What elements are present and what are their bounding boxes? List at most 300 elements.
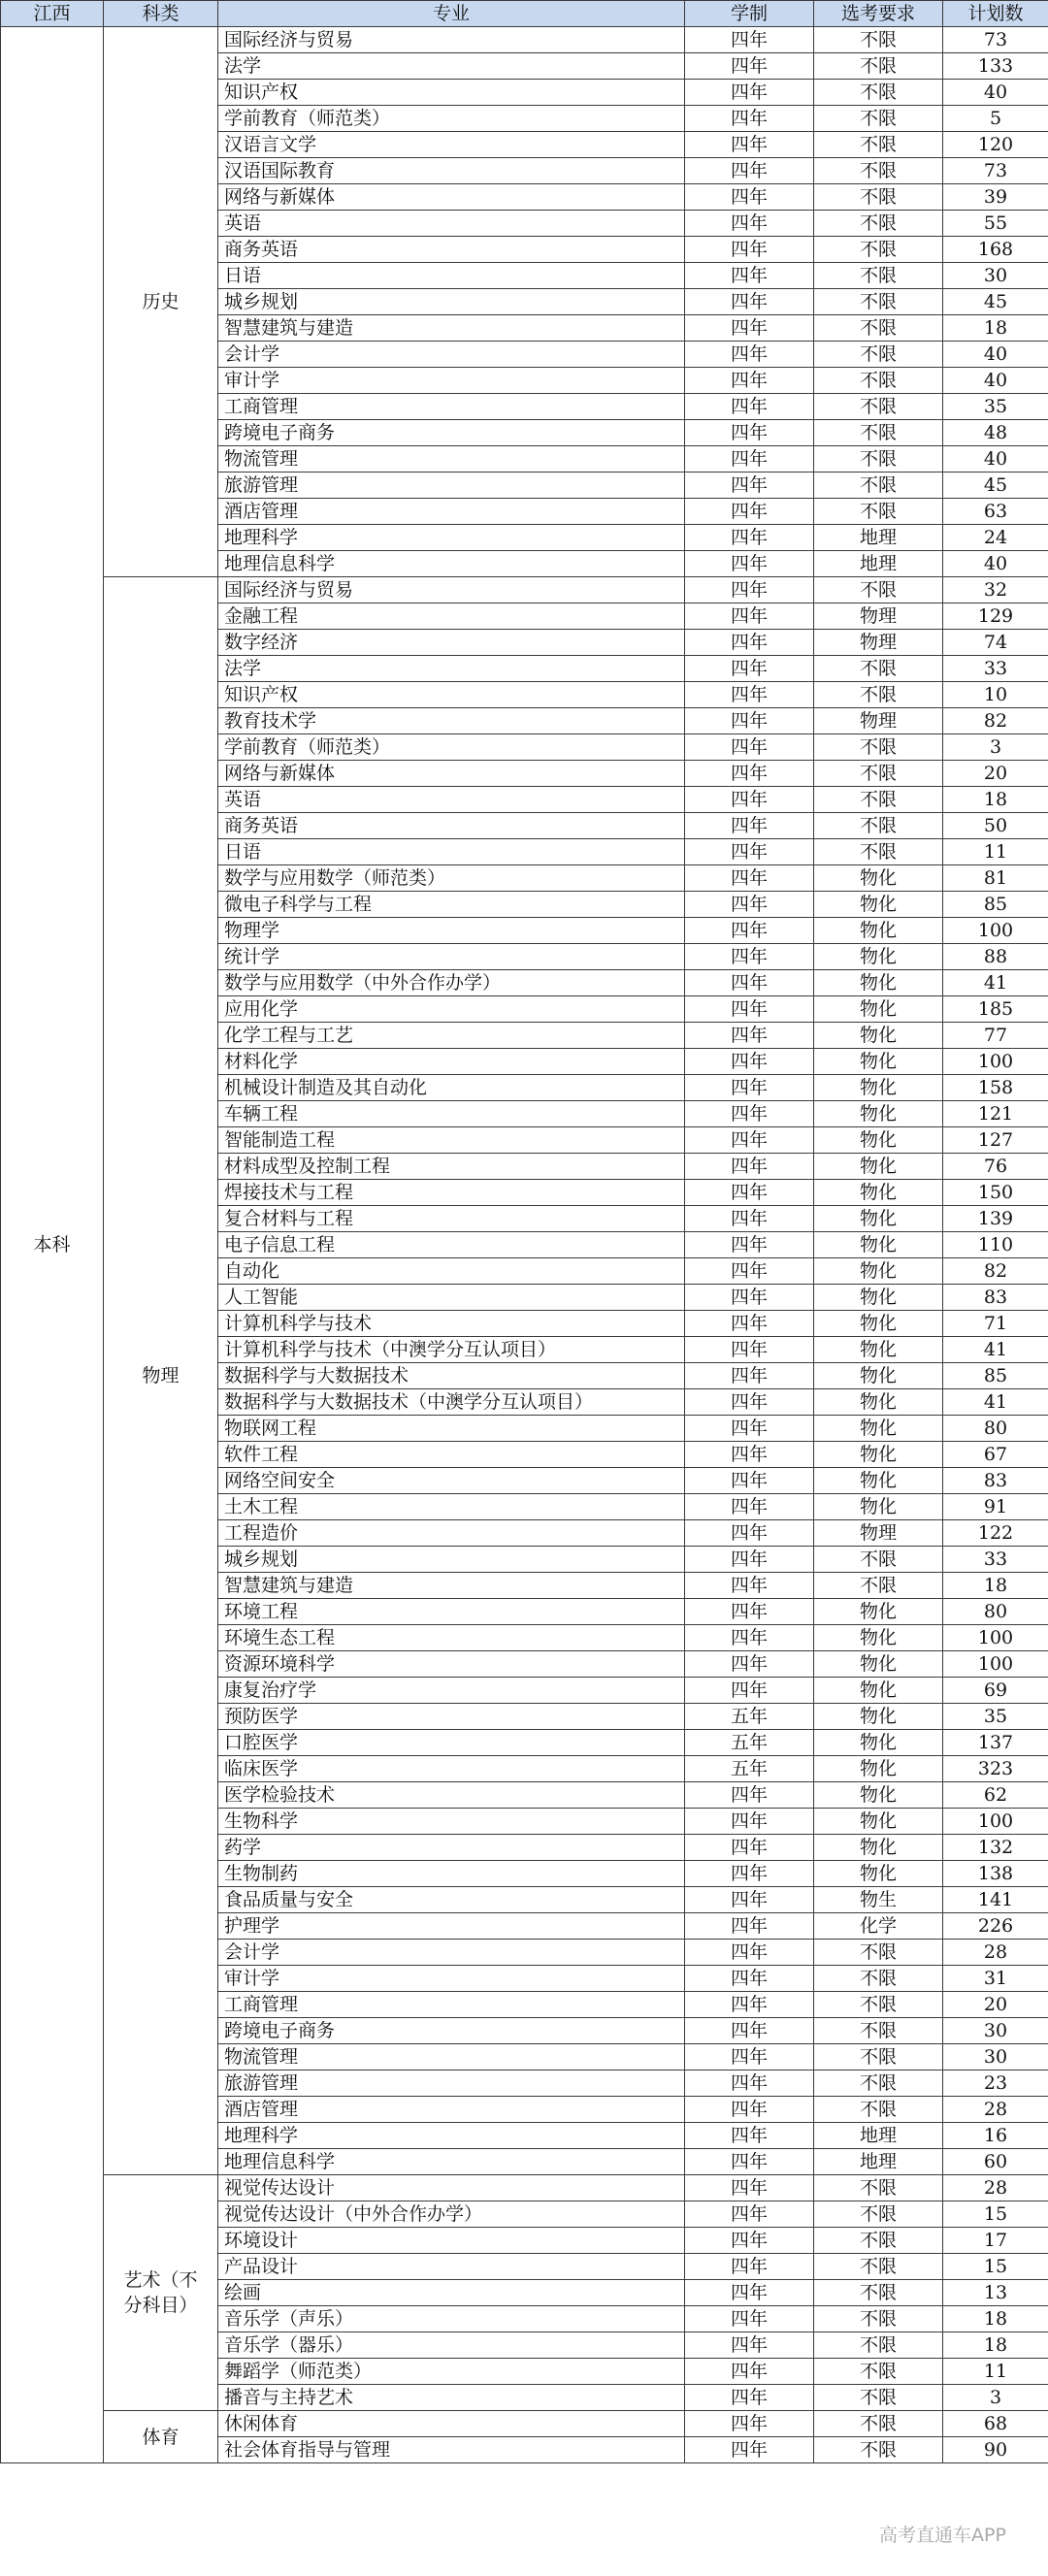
major-cell: 商务英语 [218,237,685,263]
plan-count-cell: 63 [943,499,1048,525]
duration-cell: 四年 [685,1599,814,1625]
subject-requirement-cell: 物化 [814,1127,943,1154]
major-cell: 地理科学 [218,2123,685,2149]
plan-count-cell: 133 [943,53,1048,80]
duration-cell: 四年 [685,1337,814,1363]
subject-requirement-cell: 物化 [814,918,943,944]
subject-requirement-cell: 物化 [814,1049,943,1075]
plan-count-cell: 74 [943,630,1048,656]
plan-count-cell: 20 [943,1992,1048,2018]
major-cell: 护理学 [218,1913,685,1940]
major-cell: 地理信息科学 [218,2149,685,2175]
duration-cell: 四年 [685,1206,814,1232]
major-cell: 材料成型及控制工程 [218,1154,685,1180]
duration-cell: 四年 [685,158,814,184]
plan-count-cell: 5 [943,106,1048,132]
major-cell: 物联网工程 [218,1416,685,1442]
duration-cell: 四年 [685,53,814,80]
subject-requirement-cell: 物化 [814,1258,943,1285]
duration-cell: 四年 [685,2411,814,2437]
duration-cell: 四年 [685,27,814,53]
duration-cell: 五年 [685,1704,814,1730]
subject-requirement-cell: 地理 [814,525,943,551]
major-cell: 知识产权 [218,682,685,708]
plan-count-cell: 110 [943,1232,1048,1258]
major-cell: 会计学 [218,342,685,368]
subject-requirement-cell: 物化 [814,1389,943,1416]
duration-cell: 四年 [685,970,814,996]
plan-count-cell: 41 [943,1389,1048,1416]
plan-count-cell: 68 [943,2411,1048,2437]
plan-count-cell: 33 [943,1547,1048,1573]
major-cell: 音乐学（声乐） [218,2306,685,2332]
subject-requirement-cell: 物化 [814,865,943,892]
major-cell: 工程造价 [218,1520,685,1547]
subject-requirement-cell: 不限 [814,2411,943,2437]
major-cell: 商务英语 [218,813,685,839]
subject-requirement-cell: 不限 [814,2018,943,2044]
major-cell: 法学 [218,53,685,80]
major-cell: 计算机科学与技术 [218,1311,685,1337]
subject-requirement-cell: 物生 [814,1887,943,1913]
duration-cell: 四年 [685,525,814,551]
duration-cell: 四年 [685,1835,814,1861]
subject-requirement-cell: 物化 [814,1023,943,1049]
duration-cell: 四年 [685,473,814,499]
major-cell: 舞蹈学（师范类） [218,2359,685,2385]
subject-requirement-cell: 不限 [814,27,943,53]
major-cell: 旅游管理 [218,473,685,499]
subject-requirement-cell: 不限 [814,839,943,865]
duration-cell: 四年 [685,865,814,892]
duration-cell: 四年 [685,1887,814,1913]
duration-cell: 四年 [685,184,814,211]
plan-count-cell: 138 [943,1861,1048,1887]
subject-requirement-cell: 物化 [814,1154,943,1180]
subject-requirement-cell: 地理 [814,2123,943,2149]
major-cell: 休闲体育 [218,2411,685,2437]
duration-cell: 四年 [685,1782,814,1809]
plan-count-cell: 137 [943,1730,1048,1756]
plan-count-cell: 129 [943,603,1048,630]
subject-requirement-cell: 不限 [814,289,943,315]
duration-cell: 四年 [685,394,814,420]
plan-count-cell: 81 [943,865,1048,892]
subject-requirement-cell: 物化 [814,1678,943,1704]
duration-cell: 四年 [685,1180,814,1206]
major-cell: 预防医学 [218,1704,685,1730]
duration-cell: 四年 [685,2306,814,2332]
duration-cell: 四年 [685,761,814,787]
major-cell: 音乐学（器乐） [218,2332,685,2359]
subject-requirement-cell: 物化 [814,1651,943,1678]
duration-cell: 四年 [685,1258,814,1285]
plan-count-cell: 71 [943,1311,1048,1337]
major-cell: 材料化学 [218,1049,685,1075]
major-cell: 酒店管理 [218,499,685,525]
plan-count-cell: 158 [943,1075,1048,1101]
plan-count-cell: 40 [943,342,1048,368]
duration-cell: 四年 [685,1075,814,1101]
subject-requirement-cell: 物理 [814,630,943,656]
subject-requirement-cell: 地理 [814,551,943,577]
major-cell: 会计学 [218,1940,685,1966]
major-cell: 播音与主持艺术 [218,2385,685,2411]
duration-cell: 四年 [685,603,814,630]
table-row [1,577,1048,603]
plan-count-cell: 90 [943,2437,1048,2463]
major-cell: 人工智能 [218,1285,685,1311]
major-cell: 物流管理 [218,446,685,473]
subject-requirement-cell: 物化 [814,1809,943,1835]
subject-requirement-cell: 不限 [814,263,943,289]
plan-count-cell: 121 [943,1101,1048,1127]
plan-count-cell: 80 [943,1416,1048,1442]
duration-cell: 四年 [685,2123,814,2149]
subject-requirement-cell: 不限 [814,2385,943,2411]
duration-cell: 四年 [685,918,814,944]
plan-count-cell: 132 [943,1835,1048,1861]
plan-count-cell: 35 [943,394,1048,420]
watermark-text: 高考直通车APP [879,2525,1006,2546]
major-cell: 国际经济与贸易 [218,27,685,53]
plan-count-cell: 73 [943,158,1048,184]
plan-count-cell: 30 [943,2018,1048,2044]
major-cell: 医学检验技术 [218,1782,685,1809]
major-cell: 汉语言文学 [218,132,685,158]
plan-count-cell: 28 [943,2097,1048,2123]
major-cell: 环境生态工程 [218,1625,685,1651]
major-cell: 智慧建筑与建造 [218,1573,685,1599]
major-cell: 计算机科学与技术（中澳学分互认项目） [218,1337,685,1363]
duration-cell: 四年 [685,1101,814,1127]
table-body [1,27,1048,2463]
duration-cell: 四年 [685,577,814,603]
major-cell: 口腔医学 [218,1730,685,1756]
plan-count-cell: 82 [943,1258,1048,1285]
duration-cell: 四年 [685,1651,814,1678]
major-cell: 复合材料与工程 [218,1206,685,1232]
plan-count-cell: 100 [943,1049,1048,1075]
plan-count-cell: 40 [943,551,1048,577]
plan-count-cell: 16 [943,2123,1048,2149]
duration-cell: 四年 [685,1861,814,1887]
plan-count-cell: 40 [943,446,1048,473]
subject-requirement-cell: 不限 [814,1547,943,1573]
plan-count-cell: 18 [943,2332,1048,2359]
major-cell: 机械设计制造及其自动化 [218,1075,685,1101]
major-cell: 学前教育（师范类） [218,106,685,132]
subject-requirement-cell: 物化 [814,1337,943,1363]
header-plan-count: 计划数 [943,1,1048,27]
subject-requirement-cell: 不限 [814,420,943,446]
duration-cell: 四年 [685,656,814,682]
major-cell: 土木工程 [218,1494,685,1520]
subject-requirement-cell: 不限 [814,2044,943,2071]
table-row [1,27,1048,53]
major-cell: 环境工程 [218,1599,685,1625]
subject-requirement-cell: 物化 [814,1101,943,1127]
major-cell: 金融工程 [218,603,685,630]
major-cell: 智慧建筑与建造 [218,315,685,342]
major-cell: 学前教育（师范类） [218,734,685,761]
plan-count-cell: 18 [943,1573,1048,1599]
subject-requirement-cell: 不限 [814,368,943,394]
duration-cell: 四年 [685,1678,814,1704]
plan-count-cell: 10 [943,682,1048,708]
duration-cell: 四年 [685,342,814,368]
major-cell: 酒店管理 [218,2097,685,2123]
major-cell: 网络空间安全 [218,1468,685,1494]
duration-cell: 四年 [685,1809,814,1835]
plan-count-cell: 91 [943,1494,1048,1520]
subject-requirement-cell: 物化 [814,892,943,918]
subject-requirement-cell: 不限 [814,2254,943,2280]
duration-cell: 四年 [685,2385,814,2411]
subject-requirement-cell: 物化 [814,1599,943,1625]
subject-requirement-cell: 不限 [814,342,943,368]
category-cell: 体育 [104,2411,218,2463]
plan-count-cell: 50 [943,813,1048,839]
plan-count-cell: 18 [943,787,1048,813]
duration-cell: 四年 [685,1520,814,1547]
plan-count-cell: 76 [943,1154,1048,1180]
subject-requirement-cell: 不限 [814,787,943,813]
major-cell: 数据科学与大数据技术 [218,1363,685,1389]
subject-requirement-cell: 不限 [814,2175,943,2201]
major-cell: 审计学 [218,368,685,394]
subject-requirement-cell: 不限 [814,2306,943,2332]
plan-count-cell: 11 [943,839,1048,865]
subject-requirement-cell: 不限 [814,1992,943,2018]
subject-requirement-cell: 不限 [814,656,943,682]
plan-count-cell: 100 [943,1625,1048,1651]
major-cell: 日语 [218,839,685,865]
plan-count-cell: 141 [943,1887,1048,1913]
duration-cell: 四年 [685,368,814,394]
duration-cell: 四年 [685,2254,814,2280]
major-cell: 国际经济与贸易 [218,577,685,603]
plan-count-cell: 88 [943,944,1048,970]
subject-requirement-cell: 不限 [814,237,943,263]
major-cell: 网络与新媒体 [218,184,685,211]
header-province: 江西 [1,1,104,27]
duration-cell: 四年 [685,2228,814,2254]
duration-cell: 四年 [685,2201,814,2228]
major-cell: 旅游管理 [218,2071,685,2097]
major-cell: 工商管理 [218,1992,685,2018]
subject-requirement-cell: 物化 [814,1625,943,1651]
duration-cell: 四年 [685,708,814,734]
duration-cell: 四年 [685,1389,814,1416]
major-cell: 物流管理 [218,2044,685,2071]
major-cell: 自动化 [218,1258,685,1285]
duration-cell: 四年 [685,263,814,289]
duration-cell: 四年 [685,630,814,656]
duration-cell: 四年 [685,813,814,839]
major-cell: 城乡规划 [218,1547,685,1573]
plan-count-cell: 11 [943,2359,1048,2385]
plan-count-cell: 85 [943,1363,1048,1389]
plan-count-cell: 45 [943,289,1048,315]
plan-count-cell: 100 [943,918,1048,944]
subject-requirement-cell: 不限 [814,315,943,342]
duration-cell: 四年 [685,446,814,473]
duration-cell: 四年 [685,839,814,865]
plan-count-cell: 40 [943,80,1048,106]
major-cell: 智能制造工程 [218,1127,685,1154]
plan-count-cell: 73 [943,27,1048,53]
header-duration: 学制 [685,1,814,27]
subject-requirement-cell: 物化 [814,1363,943,1389]
subject-requirement-cell: 物化 [814,1861,943,1887]
duration-cell: 四年 [685,551,814,577]
plan-count-cell: 35 [943,1704,1048,1730]
duration-cell: 四年 [685,1285,814,1311]
major-cell: 软件工程 [218,1442,685,1468]
duration-cell: 四年 [685,289,814,315]
header-subject-requirement: 选考要求 [814,1,943,27]
plan-count-cell: 28 [943,2175,1048,2201]
subject-requirement-cell: 不限 [814,1940,943,1966]
duration-cell: 四年 [685,944,814,970]
plan-count-cell: 15 [943,2201,1048,2228]
plan-count-cell: 17 [943,2228,1048,2254]
subject-requirement-cell: 不限 [814,2228,943,2254]
duration-cell: 四年 [685,315,814,342]
major-cell: 绘画 [218,2280,685,2306]
category-cell: 物理 [104,577,218,2175]
duration-cell: 四年 [685,1232,814,1258]
plan-count-cell: 3 [943,734,1048,761]
subject-requirement-cell: 不限 [814,211,943,237]
major-cell: 城乡规划 [218,289,685,315]
subject-requirement-cell: 物化 [814,1075,943,1101]
major-cell: 知识产权 [218,80,685,106]
plan-count-cell: 28 [943,1940,1048,1966]
plan-count-cell: 41 [943,1337,1048,1363]
plan-count-cell: 83 [943,1468,1048,1494]
subject-requirement-cell: 物理 [814,708,943,734]
subject-requirement-cell: 物理 [814,603,943,630]
plan-count-cell: 127 [943,1127,1048,1154]
major-cell: 法学 [218,656,685,682]
duration-cell: 四年 [685,1913,814,1940]
subject-requirement-cell: 不限 [814,2280,943,2306]
major-cell: 药学 [218,1835,685,1861]
duration-cell: 四年 [685,1992,814,2018]
major-cell: 跨境电子商务 [218,420,685,446]
duration-cell: 四年 [685,1416,814,1442]
subject-requirement-cell: 不限 [814,394,943,420]
plan-count-cell: 55 [943,211,1048,237]
plan-count-cell: 24 [943,525,1048,551]
subject-requirement-cell: 物化 [814,1494,943,1520]
subject-requirement-cell: 不限 [814,682,943,708]
subject-requirement-cell: 物化 [814,1311,943,1337]
duration-cell: 四年 [685,1625,814,1651]
major-cell: 视觉传达设计（中外合作办学） [218,2201,685,2228]
category-cell: 艺术（不分科目） [104,2175,218,2411]
plan-count-cell: 69 [943,1678,1048,1704]
major-cell: 数字经济 [218,630,685,656]
duration-cell: 四年 [685,2149,814,2175]
duration-cell: 四年 [685,2044,814,2071]
subject-requirement-cell: 物化 [814,996,943,1023]
subject-requirement-cell: 化学 [814,1913,943,1940]
major-cell: 数据科学与大数据技术（中澳学分互认项目） [218,1389,685,1416]
duration-cell: 四年 [685,996,814,1023]
plan-count-cell: 60 [943,2149,1048,2175]
subject-requirement-cell: 不限 [814,577,943,603]
plan-count-cell: 168 [943,237,1048,263]
duration-cell: 四年 [685,1494,814,1520]
plan-count-cell: 33 [943,656,1048,682]
duration-cell: 四年 [685,1023,814,1049]
plan-count-cell: 48 [943,420,1048,446]
subject-requirement-cell: 物化 [814,1782,943,1809]
major-cell: 网络与新媒体 [218,761,685,787]
subject-requirement-cell: 物化 [814,1835,943,1861]
major-cell: 工商管理 [218,394,685,420]
major-cell: 车辆工程 [218,1101,685,1127]
subject-requirement-cell: 不限 [814,2437,943,2463]
major-cell: 微电子科学与工程 [218,892,685,918]
subject-requirement-cell: 不限 [814,2332,943,2359]
plan-count-cell: 23 [943,2071,1048,2097]
plan-count-cell: 15 [943,2254,1048,2280]
plan-count-cell: 62 [943,1782,1048,1809]
subject-requirement-cell: 物化 [814,1206,943,1232]
header-row [1,1,1048,27]
plan-count-cell: 45 [943,473,1048,499]
duration-cell: 四年 [685,1154,814,1180]
subject-requirement-cell: 不限 [814,132,943,158]
subject-requirement-cell: 不限 [814,499,943,525]
duration-cell: 四年 [685,2071,814,2097]
duration-cell: 四年 [685,132,814,158]
major-cell: 地理科学 [218,525,685,551]
subject-requirement-cell: 物化 [814,1468,943,1494]
duration-cell: 四年 [685,1547,814,1573]
plan-count-cell: 226 [943,1913,1048,1940]
table-row [1,2175,1048,2201]
major-cell: 教育技术学 [218,708,685,734]
duration-cell: 四年 [685,682,814,708]
duration-cell: 四年 [685,892,814,918]
duration-cell: 四年 [685,237,814,263]
major-cell: 电子信息工程 [218,1232,685,1258]
duration-cell: 四年 [685,211,814,237]
subject-requirement-cell: 物理 [814,1520,943,1547]
major-cell: 汉语国际教育 [218,158,685,184]
duration-cell: 四年 [685,1363,814,1389]
plan-count-cell: 185 [943,996,1048,1023]
major-cell: 康复治疗学 [218,1678,685,1704]
duration-cell: 四年 [685,499,814,525]
plan-count-cell: 323 [943,1756,1048,1782]
plan-count-cell: 40 [943,368,1048,394]
plan-count-cell: 30 [943,2044,1048,2071]
plan-count-cell: 100 [943,1651,1048,1678]
duration-cell: 四年 [685,787,814,813]
subject-requirement-cell: 不限 [814,184,943,211]
subject-requirement-cell: 物化 [814,1730,943,1756]
plan-count-cell: 13 [943,2280,1048,2306]
subject-requirement-cell: 不限 [814,1573,943,1599]
duration-cell: 四年 [685,2280,814,2306]
major-cell: 英语 [218,211,685,237]
